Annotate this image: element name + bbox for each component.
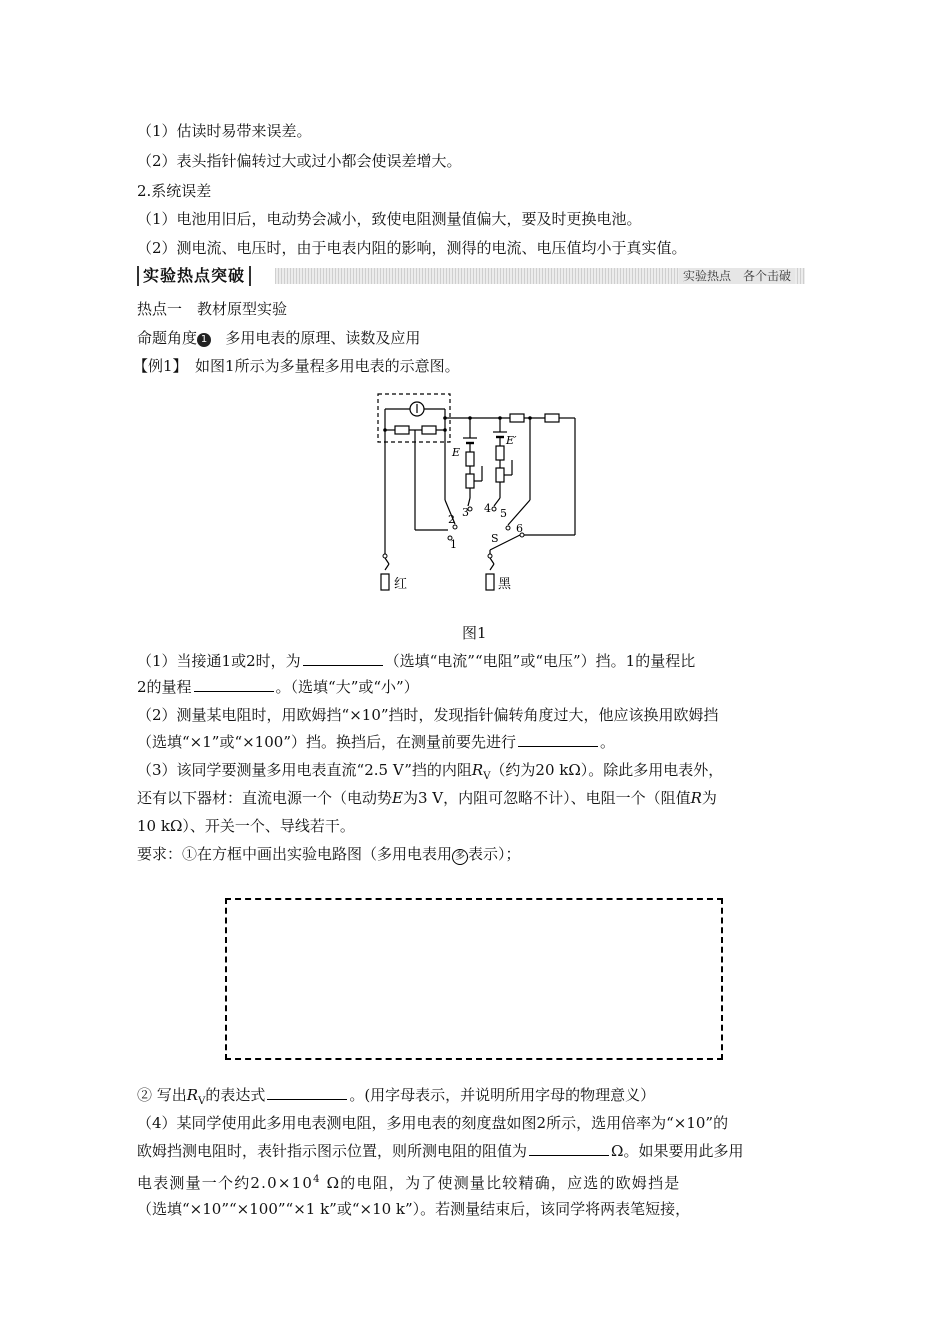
resistor-icon	[422, 426, 436, 434]
resistor-icon	[466, 452, 474, 466]
answer-blank[interactable]	[518, 732, 598, 747]
angle-prefix: 命题角度	[137, 329, 198, 347]
symbol: R	[186, 1086, 199, 1104]
switch-position-label: 3	[462, 506, 469, 519]
battery-label: E	[452, 446, 461, 459]
q1-text: 。（选填“大”或“小”）	[275, 678, 419, 696]
hot-point-heading: 热点一 教材原型实验	[137, 300, 288, 318]
rheostat-icon	[466, 474, 474, 488]
question-line	[137, 1084, 817, 1113]
symbol: R	[471, 761, 484, 779]
q4-text: 欧姆挡测电阻时，表针指示图示位置，则所测电阻的阻值为	[137, 1142, 528, 1160]
black-probe-icon	[486, 574, 494, 590]
meter-dashed-box	[378, 394, 450, 442]
q4-text: Ω的电阻，为了使测量比较精确，应选的欧姆挡是	[326, 1174, 681, 1192]
symbol-sub: V	[483, 771, 491, 782]
switch-label: S	[491, 532, 499, 545]
circuit-drawing-box[interactable]	[225, 898, 723, 1060]
proposition-angle	[137, 327, 817, 349]
multimeter-circuit-diagram	[370, 390, 590, 600]
q3b-text: ② 写出	[137, 1086, 187, 1104]
symbol: E	[392, 789, 403, 807]
multimeter-symbol-icon: 多	[452, 849, 468, 865]
example-line: 【例1】 如图1所示为多量程多用电表的示意图。	[133, 357, 460, 375]
black-probe-label: 黑	[498, 577, 512, 592]
answer-blank[interactable]	[303, 651, 383, 666]
text-line: （1）电池用旧后，电动势会减小，致使电阻测量值偏大，要及时更换电池。	[137, 210, 642, 228]
q2-text: 。	[600, 733, 616, 751]
resistor-icon	[395, 426, 409, 434]
question-line	[137, 1169, 817, 1194]
q3-text: （约为20 kΩ）。除此多用电表外，	[490, 761, 724, 779]
q3-text: 为	[701, 789, 717, 807]
question-line	[137, 676, 817, 698]
requirement-line	[137, 843, 817, 865]
question-line	[137, 731, 817, 753]
q1-text: （选填“电流”“电阻”或“电压”）挡。1的量程比	[384, 652, 696, 670]
q3-text: 为3 V，内阻可忽略不计）、电阻一个（阻值	[402, 789, 691, 807]
question-line: （2）测量某电阻时，用欧姆挡“×10”挡时，发现指针偏转角度过大，他应该换用欧姆挡	[137, 706, 719, 724]
section-heading: 2.系统误差	[137, 182, 212, 200]
figure-caption: 图1	[462, 624, 487, 642]
banner-title: 实验热点突破	[137, 266, 251, 286]
switch-position-label: 2	[448, 513, 455, 526]
question-line	[137, 1140, 817, 1162]
req-text: 表示）；	[468, 845, 521, 863]
q4-text: 电表测量一个约2.0×10	[137, 1174, 314, 1192]
red-probe-icon	[381, 574, 389, 590]
req-text: 要求：①在方框中画出实验电路图（多用电表用	[137, 845, 453, 863]
switch-position-label: 5	[500, 507, 507, 520]
question-line	[137, 650, 817, 672]
question-line: （4）某同学使用此多用电表测电阻，多用电表的刻度盘如图2所示，选用倍率为“×10”的	[137, 1114, 729, 1132]
q3b-text: 。(用字母表示，并说明所用字母的物理意义）	[349, 1086, 656, 1104]
question-line	[137, 759, 817, 788]
answer-blank[interactable]	[529, 1141, 609, 1156]
q3-text: 还有以下器材：直流电源一个（电动势	[137, 789, 393, 807]
q2-text: （选填“×1”或“×100”）挡。换挡后，在测量前要先进行	[137, 733, 516, 751]
q3-text: （3）该同学要测量多用电表直流“2.5 V”挡的内阻	[137, 761, 472, 779]
banner-tag: 实验热点 各个击破	[679, 268, 795, 284]
answer-blank[interactable]	[267, 1085, 347, 1100]
switch-position-label: 6	[516, 522, 523, 535]
resistor-icon	[510, 414, 524, 422]
number-circle-icon: 1	[197, 333, 211, 347]
q1-text: 2的量程	[137, 678, 192, 696]
rheostat-icon	[496, 468, 504, 482]
resistor-icon	[496, 446, 504, 460]
switch-position-label: 4	[484, 502, 491, 515]
question-line: 10 kΩ）、开关一个、导线若干。	[137, 817, 355, 835]
answer-blank[interactable]	[194, 677, 274, 692]
angle-text: 多用电表的原理、读数及应用	[225, 329, 421, 347]
q3b-text: 的表达式	[205, 1086, 266, 1104]
text-line: （1）估读时易带来误差。	[137, 122, 312, 140]
q1-text: （1）当接通1或2时，为	[137, 652, 301, 670]
text-line: （2）表头指针偏转过大或过小都会使误差增大。	[137, 152, 462, 170]
resistor-icon	[545, 414, 559, 422]
question-line: （选填“×10”“×100”“×1 k”或“×10 k”）。若测量结束后，该同学将两表笔短接，	[137, 1200, 691, 1218]
question-line	[137, 787, 817, 809]
text-line: （2）测电流、电压时，由于电表内阻的影响，测得的电流、电压值均小于真实值。	[137, 239, 687, 257]
battery-label: E′	[506, 434, 517, 447]
switch-position-label: 1	[450, 538, 457, 551]
red-probe-label: 红	[394, 577, 408, 592]
section-banner	[137, 266, 805, 286]
exponent: 4	[313, 1174, 321, 1185]
q4-text: Ω。如果要用此多用	[611, 1142, 744, 1160]
symbol: R	[690, 789, 702, 807]
symbol-sub: V	[198, 1096, 206, 1107]
